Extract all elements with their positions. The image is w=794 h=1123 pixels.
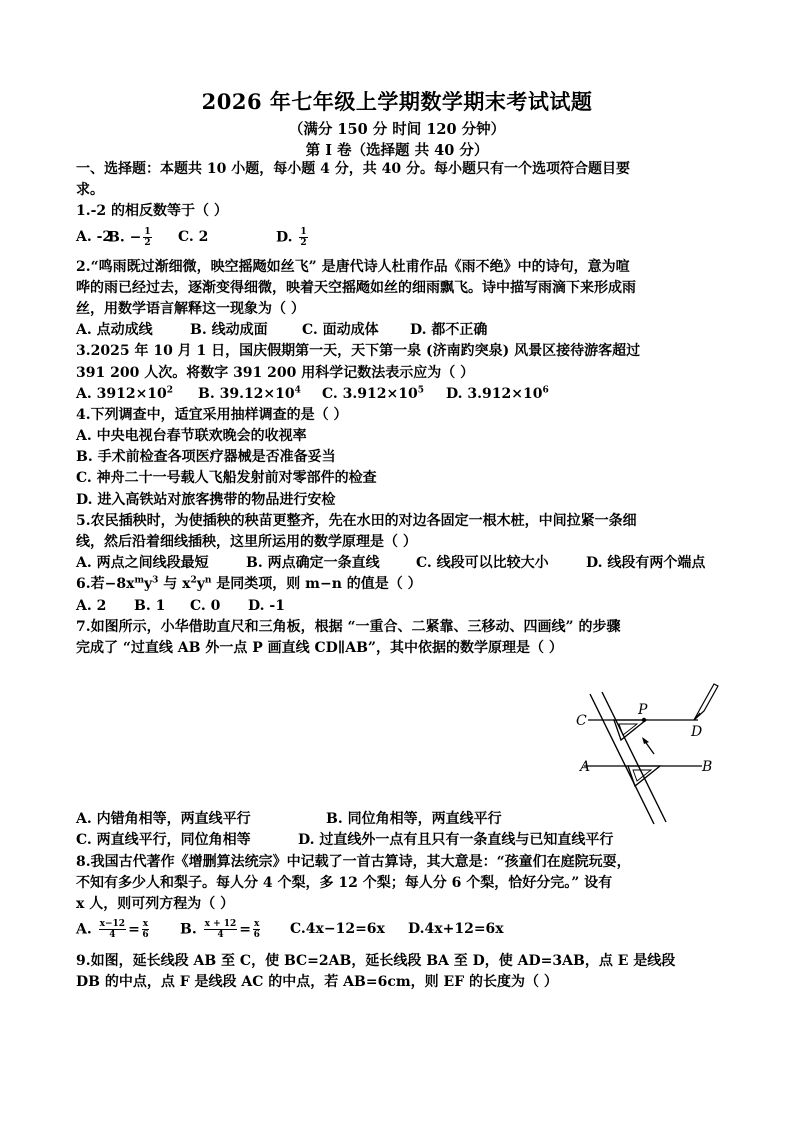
q7-option-c: C. 两直线平行，同位角相等 [76, 832, 251, 849]
q1-option-d-fraction [299, 227, 307, 248]
label-c: C [576, 713, 587, 729]
q1-option-c: C. 2 [178, 228, 209, 245]
q6-exponent-2: 2 [190, 575, 197, 586]
part-heading: 第 Ⅰ 卷（选择题 共 40 分） [305, 142, 489, 159]
q6-option-a: A. 2 [76, 597, 107, 614]
questions [76, 159, 720, 993]
q7-option-a: A. 内错角相等，两直线平行 [76, 811, 251, 828]
q3-option-a-text: A. 3912×10 [76, 385, 167, 402]
q8-a-left-denominator: 4 [109, 930, 116, 941]
q8-line3: x 人，则可列方程为（ ） [76, 895, 235, 912]
q2-option-d: D. 都不正确 [410, 322, 488, 339]
q1-b-numerator: 1 [144, 226, 151, 237]
q7-options-row2 [76, 830, 720, 851]
q3-line1: 3.2025 年 10 月 1 日，国庆假期第一天，天下第一泉 (济南趵突泉) 风景区接待游客超过 [76, 343, 641, 360]
q2-line1: 2.“鸣雨既过渐细微，映空摇飏如丝飞” 是唐代诗人杜甫作品《雨不绝》中的诗句，意为喧 [76, 258, 630, 275]
q5-line1: 5.农民插秧时，为使插秧的秧苗更整齐，先在水田的对边各固定一根木桩，中间拉紧一条细 [76, 512, 637, 529]
q1-options [76, 223, 720, 253]
q4-stem: 4.下列调查中，适宜采用抽样调查的是（ ） [76, 406, 348, 423]
q7-option-d: D. 过直线外一点有且只有一条直线与已知直线平行 [298, 832, 614, 849]
q8-a-right-denominator: 6 [142, 930, 149, 941]
q3-option-a [76, 384, 198, 405]
q2-option-b: B. 线动成面 [190, 322, 268, 339]
q6-var-y: y [143, 576, 153, 593]
q8-line1: 8.我国古代著作《增删算法统宗》中记载了一首古算诗，其大意是：“孩童们在庭院玩耍， [76, 853, 631, 870]
q8-option-b-label: B. [180, 921, 197, 938]
q1-b-denominator: 2 [144, 237, 151, 248]
q2-option-a: A. 点动成线 [76, 322, 153, 339]
q6-stem-part3: 是同类项，则 m−n 的值是（ ） [211, 576, 422, 593]
q3-options [76, 384, 720, 405]
q8-option-b [180, 919, 290, 941]
pencil-icon [694, 684, 718, 720]
q8-option-c: C.4x−12=6x [290, 921, 385, 938]
q8-option-a [76, 919, 180, 941]
q6-option-c: C. 0 [190, 597, 221, 614]
q3-option-c-text: C. 3.912×10 [322, 385, 418, 402]
q6-option-b: B. 1 [134, 597, 166, 614]
q8-option-b-left-fraction [204, 919, 238, 940]
q8-option-d: D.4x+12=6x [408, 921, 504, 938]
q2-options [76, 320, 720, 341]
q8-a-equals: = [128, 921, 140, 938]
q7-line2: 完成了 “过直线 AB 外一点 P 画直线 CD∥AB”，其中依据的数学原理是（ ） [76, 639, 563, 656]
q6-var-y2: y [196, 576, 205, 593]
q1-d-numerator: 1 [300, 226, 307, 237]
q3-option-b-text: B. 39.12×10 [198, 385, 295, 402]
q7-option-b: B. 同位角相等，两直线平行 [326, 811, 502, 828]
q7-line1: 7.如图所示，小华借助直尺和三角板，根据 “一重合、二紧靠、三移动、四画线” 的步骤 [76, 618, 621, 635]
q2-line2: 哗的雨已经过去，逐渐变得细微，映着天空摇飏如丝的细雨飘飞。诗中描写雨滴下来形成雨 [76, 279, 636, 296]
q2-line3: 丝，用数学语言解释这一现象为（ ） [76, 300, 305, 317]
q3-option-d-text: D. 3.912×10 [446, 385, 543, 402]
move-arrow-head [642, 737, 649, 744]
q8-option-a-left-fraction [99, 919, 126, 940]
q8-option-a-right-fraction [142, 919, 149, 940]
q4-option-a: A. 中央电视台春节联欢晚会的收视率 [76, 428, 307, 445]
label-a: A [580, 759, 591, 775]
q1-option-b-fraction [143, 227, 151, 248]
label-b: B [702, 759, 713, 775]
q6-option-d: D. -1 [248, 597, 285, 614]
q4-option-b: B. 手术前检查各项医疗器械是否准备妥当 [76, 449, 336, 466]
q6-exponent-3: 3 [152, 575, 159, 586]
q1-option-b-text: B. − [108, 229, 142, 246]
q5-line2: 线，然后沿着细线插秧，这里所运用的数学原理是（ ） [76, 534, 417, 550]
q8-b-left-denominator: 4 [217, 930, 224, 941]
q5-option-c: C. 线段可以比较大小 [416, 555, 549, 572]
q8-b-right-denominator: 6 [253, 930, 260, 941]
q8-b-right-numerator: x [254, 919, 260, 930]
q6-stem-part1: 6.若−8x [76, 576, 135, 593]
q6-exponent-m: m [134, 575, 144, 586]
q3-option-b-exponent: 4 [294, 385, 301, 396]
exam-title: 2026 年七年级上学期数学期末考试试题 [201, 89, 593, 114]
q1-d-denominator: 2 [300, 237, 307, 248]
q6-stem [76, 574, 720, 595]
q1-option-d-text: D. [276, 229, 293, 246]
q3-option-b [198, 384, 322, 405]
q1-option-d [276, 227, 310, 249]
section-instructions-line1: 一、选择题：本题共 10 小题，每小题 4 分，共 40 分。每小题只有一个选项符合题目要 [76, 161, 630, 177]
q6-exponent-n: n [204, 575, 212, 586]
q5-option-d: D. 线段有两个端点 [586, 555, 706, 572]
exam-subtitle: （满分 150 分 时间 120 分钟） [288, 121, 506, 138]
point-p [642, 718, 646, 722]
q4-option-d: D. 进入高铁站对旅客携带的物品进行安检 [76, 491, 336, 508]
q2-option-c: C. 面动成体 [302, 322, 379, 339]
q3-option-a-exponent: 2 [166, 385, 174, 396]
q7-ruler-triangle-figure [574, 676, 720, 826]
q9-line1: 9.如图，延长线段 AB 至 C，使 BC=2AB，延长线段 BA 至 D，使 AD=3AB，点 E 是线段 [76, 953, 676, 970]
q8-option-a-label: A. [76, 921, 92, 938]
q6-options [76, 596, 720, 617]
q3-option-c-exponent: 5 [417, 385, 424, 396]
q1-option-a: A. -2 [76, 228, 113, 245]
q8-b-equals: = [239, 921, 252, 938]
q3-option-d-exponent: 6 [542, 385, 549, 396]
q8-options [76, 915, 720, 945]
q3-option-d [446, 384, 549, 405]
q8-b-left-numerator: x + 12 [204, 919, 237, 930]
q8-line2: 不知有多少人和梨子。每人分 4 个梨，多 12 个梨；每人分 6 个梨，恰好分完。” 设有 [76, 874, 613, 891]
q1-stem: 1.-2 的相反数等于（ ） [76, 203, 228, 220]
q5-options [76, 553, 720, 574]
q8-a-right-numerator: x [142, 919, 149, 930]
q5-option-a: A. 两点之间线段最短 [76, 555, 209, 572]
q4-option-c: C. 神舟二十一号载人飞船发射前对零部件的检查 [76, 470, 377, 487]
q3-option-c [322, 384, 446, 405]
q5-option-b: B. 两点确定一条直线 [246, 555, 380, 572]
section-instructions-line2: 求。 [76, 182, 104, 199]
q3-line2: 391 200 人次。将数字 391 200 用科学记数法表示应为（ ） [76, 364, 475, 381]
q6-stem-part2: 与 x [158, 576, 191, 593]
q8-a-left-numerator: x−12 [99, 919, 126, 930]
label-p: P [638, 702, 648, 718]
q1-option-b [108, 227, 178, 249]
q8-option-b-right-fraction [253, 919, 260, 940]
label-d: D [691, 724, 703, 740]
q9-line2: DB 的中点，点 F 是线段 AC 的中点，若 AB=6cm，则 EF 的长度为（ ） [76, 974, 558, 991]
ruler-edge-right [602, 692, 666, 822]
